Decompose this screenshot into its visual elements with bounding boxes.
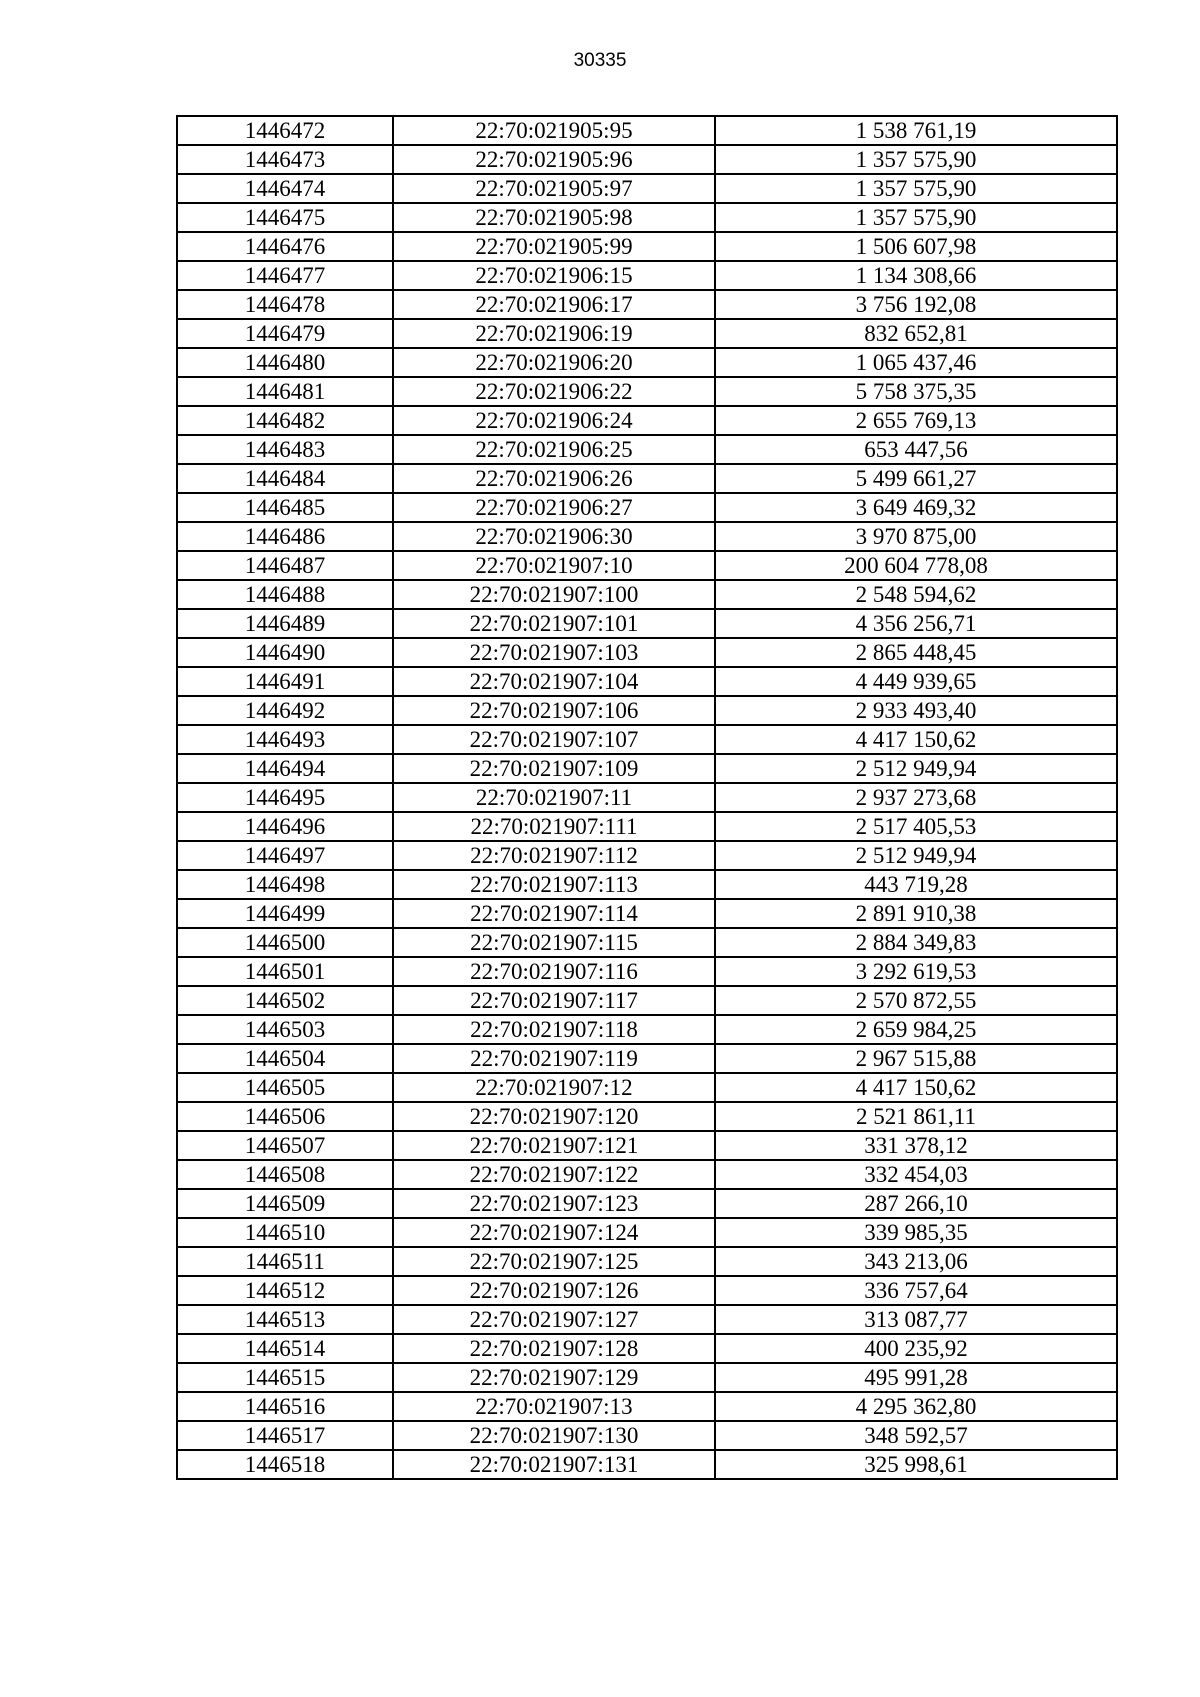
value-cell: 2 967 515,88 bbox=[715, 1044, 1117, 1073]
value-cell: 336 757,64 bbox=[715, 1276, 1117, 1305]
record-number-cell: 1446498 bbox=[177, 870, 393, 899]
cadastral-number-cell: 22:70:021907:101 bbox=[393, 609, 715, 638]
cadastral-number-cell: 22:70:021907:121 bbox=[393, 1131, 715, 1160]
value-cell: 2 570 872,55 bbox=[715, 986, 1117, 1015]
value-cell: 343 213,06 bbox=[715, 1247, 1117, 1276]
table-row bbox=[177, 261, 1117, 290]
record-number-cell: 1446512 bbox=[177, 1276, 393, 1305]
page-number: 30335 bbox=[573, 50, 627, 71]
cadastral-number-cell: 22:70:021907:116 bbox=[393, 957, 715, 986]
table-row bbox=[177, 986, 1117, 1015]
cadastral-number-cell: 22:70:021906:27 bbox=[393, 493, 715, 522]
cadastral-number-cell: 22:70:021907:118 bbox=[393, 1015, 715, 1044]
record-number-cell: 1446486 bbox=[177, 522, 393, 551]
cadastral-number-cell: 22:70:021906:20 bbox=[393, 348, 715, 377]
table-row bbox=[177, 957, 1117, 986]
record-number-cell: 1446475 bbox=[177, 203, 393, 232]
record-number-cell: 1446517 bbox=[177, 1421, 393, 1450]
cadastral-number-cell: 22:70:021907:115 bbox=[393, 928, 715, 957]
table-row bbox=[177, 203, 1117, 232]
record-number-cell: 1446494 bbox=[177, 754, 393, 783]
cadastral-number-cell: 22:70:021905:99 bbox=[393, 232, 715, 261]
value-cell: 2 517 405,53 bbox=[715, 812, 1117, 841]
cadastral-number-cell: 22:70:021907:103 bbox=[393, 638, 715, 667]
cadastral-number-cell: 22:70:021906:24 bbox=[393, 406, 715, 435]
record-number-cell: 1446487 bbox=[177, 551, 393, 580]
table-row bbox=[177, 1015, 1117, 1044]
cadastral-number-cell: 22:70:021905:96 bbox=[393, 145, 715, 174]
table-row bbox=[177, 754, 1117, 783]
record-number-cell: 1446496 bbox=[177, 812, 393, 841]
value-cell: 4 449 939,65 bbox=[715, 667, 1117, 696]
record-number-cell: 1446477 bbox=[177, 261, 393, 290]
table-row bbox=[177, 667, 1117, 696]
record-number-cell: 1446491 bbox=[177, 667, 393, 696]
value-cell: 2 512 949,94 bbox=[715, 754, 1117, 783]
table-row bbox=[177, 1334, 1117, 1363]
value-cell: 1 065 437,46 bbox=[715, 348, 1117, 377]
cadastral-number-cell: 22:70:021907:10 bbox=[393, 551, 715, 580]
table-row bbox=[177, 116, 1117, 145]
record-number-cell: 1446472 bbox=[177, 116, 393, 145]
cadastral-number-cell: 22:70:021907:119 bbox=[393, 1044, 715, 1073]
record-number-cell: 1446499 bbox=[177, 899, 393, 928]
value-cell: 4 417 150,62 bbox=[715, 725, 1117, 754]
cadastral-number-cell: 22:70:021907:122 bbox=[393, 1160, 715, 1189]
table-row bbox=[177, 1363, 1117, 1392]
table-row bbox=[177, 290, 1117, 319]
table-row bbox=[177, 1247, 1117, 1276]
record-number-cell: 1446495 bbox=[177, 783, 393, 812]
table-row bbox=[177, 609, 1117, 638]
value-cell: 2 512 949,94 bbox=[715, 841, 1117, 870]
record-number-cell: 1446502 bbox=[177, 986, 393, 1015]
record-number-cell: 1446513 bbox=[177, 1305, 393, 1334]
table-row bbox=[177, 232, 1117, 261]
record-number-cell: 1446500 bbox=[177, 928, 393, 957]
record-number-cell: 1446479 bbox=[177, 319, 393, 348]
table-row bbox=[177, 1044, 1117, 1073]
value-cell: 2 891 910,38 bbox=[715, 899, 1117, 928]
record-number-cell: 1446478 bbox=[177, 290, 393, 319]
cadastral-number-cell: 22:70:021907:123 bbox=[393, 1189, 715, 1218]
value-cell: 3 292 619,53 bbox=[715, 957, 1117, 986]
value-cell: 3 970 875,00 bbox=[715, 522, 1117, 551]
record-number-cell: 1446473 bbox=[177, 145, 393, 174]
value-cell: 1 134 308,66 bbox=[715, 261, 1117, 290]
record-number-cell: 1446508 bbox=[177, 1160, 393, 1189]
record-number-cell: 1446514 bbox=[177, 1334, 393, 1363]
table-row bbox=[177, 638, 1117, 667]
table-row bbox=[177, 696, 1117, 725]
record-number-cell: 1446503 bbox=[177, 1015, 393, 1044]
record-number-cell: 1446510 bbox=[177, 1218, 393, 1247]
record-number-cell: 1446511 bbox=[177, 1247, 393, 1276]
cadastral-number-cell: 22:70:021907:120 bbox=[393, 1102, 715, 1131]
value-cell: 1 357 575,90 bbox=[715, 203, 1117, 232]
cadastral-number-cell: 22:70:021907:12 bbox=[393, 1073, 715, 1102]
cadastral-number-cell: 22:70:021905:97 bbox=[393, 174, 715, 203]
table-row bbox=[177, 1392, 1117, 1421]
cadastral-number-cell: 22:70:021906:17 bbox=[393, 290, 715, 319]
table-row bbox=[177, 1073, 1117, 1102]
record-number-cell: 1446474 bbox=[177, 174, 393, 203]
value-cell: 5 499 661,27 bbox=[715, 464, 1117, 493]
table-row bbox=[177, 841, 1117, 870]
record-number-cell: 1446509 bbox=[177, 1189, 393, 1218]
cadastral-number-cell: 22:70:021907:131 bbox=[393, 1450, 715, 1479]
value-cell: 443 719,28 bbox=[715, 870, 1117, 899]
table-row bbox=[177, 493, 1117, 522]
record-number-cell: 1446482 bbox=[177, 406, 393, 435]
table-row bbox=[177, 870, 1117, 899]
table-row bbox=[177, 406, 1117, 435]
table-row bbox=[177, 1189, 1117, 1218]
cadastral-number-cell: 22:70:021905:95 bbox=[393, 116, 715, 145]
value-cell: 2 548 594,62 bbox=[715, 580, 1117, 609]
table-row bbox=[177, 580, 1117, 609]
table-row bbox=[177, 1276, 1117, 1305]
value-cell: 2 884 349,83 bbox=[715, 928, 1117, 957]
cadastral-number-cell: 22:70:021907:128 bbox=[393, 1334, 715, 1363]
table-row bbox=[177, 1102, 1117, 1131]
table-row bbox=[177, 522, 1117, 551]
cadastral-number-cell: 22:70:021907:124 bbox=[393, 1218, 715, 1247]
value-cell: 2 521 861,11 bbox=[715, 1102, 1117, 1131]
cadastral-number-cell: 22:70:021907:117 bbox=[393, 986, 715, 1015]
table-row bbox=[177, 725, 1117, 754]
table-row bbox=[177, 783, 1117, 812]
cadastral-number-cell: 22:70:021906:15 bbox=[393, 261, 715, 290]
value-cell: 2 937 273,68 bbox=[715, 783, 1117, 812]
cadastral-number-cell: 22:70:021907:125 bbox=[393, 1247, 715, 1276]
table-row bbox=[177, 1421, 1117, 1450]
record-number-cell: 1446489 bbox=[177, 609, 393, 638]
cadastral-number-cell: 22:70:021907:114 bbox=[393, 899, 715, 928]
cadastral-number-cell: 22:70:021906:19 bbox=[393, 319, 715, 348]
table-row bbox=[177, 464, 1117, 493]
cadastral-number-cell: 22:70:021907:127 bbox=[393, 1305, 715, 1334]
table-body bbox=[177, 116, 1117, 1479]
value-cell: 2 865 448,45 bbox=[715, 638, 1117, 667]
value-cell: 325 998,61 bbox=[715, 1450, 1117, 1479]
record-number-cell: 1446501 bbox=[177, 957, 393, 986]
record-number-cell: 1446476 bbox=[177, 232, 393, 261]
value-cell: 495 991,28 bbox=[715, 1363, 1117, 1392]
value-cell: 4 295 362,80 bbox=[715, 1392, 1117, 1421]
cadastral-number-cell: 22:70:021907:126 bbox=[393, 1276, 715, 1305]
value-cell: 287 266,10 bbox=[715, 1189, 1117, 1218]
record-number-cell: 1446505 bbox=[177, 1073, 393, 1102]
cadastral-number-cell: 22:70:021907:107 bbox=[393, 725, 715, 754]
value-cell: 2 933 493,40 bbox=[715, 696, 1117, 725]
value-cell: 1 357 575,90 bbox=[715, 145, 1117, 174]
table-row bbox=[177, 928, 1117, 957]
cadastral-number-cell: 22:70:021907:104 bbox=[393, 667, 715, 696]
value-cell: 348 592,57 bbox=[715, 1421, 1117, 1450]
table-row bbox=[177, 377, 1117, 406]
record-number-cell: 1446483 bbox=[177, 435, 393, 464]
value-cell: 4 356 256,71 bbox=[715, 609, 1117, 638]
cadastral-number-cell: 22:70:021907:11 bbox=[393, 783, 715, 812]
cadastral-number-cell: 22:70:021907:106 bbox=[393, 696, 715, 725]
cadastral-number-cell: 22:70:021907:100 bbox=[393, 580, 715, 609]
table-row bbox=[177, 1305, 1117, 1334]
value-cell: 2 655 769,13 bbox=[715, 406, 1117, 435]
value-cell: 313 087,77 bbox=[715, 1305, 1117, 1334]
table-row bbox=[177, 348, 1117, 377]
record-number-cell: 1446506 bbox=[177, 1102, 393, 1131]
value-cell: 331 378,12 bbox=[715, 1131, 1117, 1160]
cadastral-number-cell: 22:70:021907:109 bbox=[393, 754, 715, 783]
cadastral-number-cell: 22:70:021907:129 bbox=[393, 1363, 715, 1392]
value-cell: 200 604 778,08 bbox=[715, 551, 1117, 580]
record-number-cell: 1446493 bbox=[177, 725, 393, 754]
value-cell: 832 652,81 bbox=[715, 319, 1117, 348]
value-cell: 332 454,03 bbox=[715, 1160, 1117, 1189]
value-cell: 3 756 192,08 bbox=[715, 290, 1117, 319]
value-cell: 653 447,56 bbox=[715, 435, 1117, 464]
cadastral-number-cell: 22:70:021907:111 bbox=[393, 812, 715, 841]
record-number-cell: 1446488 bbox=[177, 580, 393, 609]
table-row bbox=[177, 145, 1117, 174]
table-row bbox=[177, 551, 1117, 580]
table-row bbox=[177, 1160, 1117, 1189]
table-row bbox=[177, 1131, 1117, 1160]
table-row bbox=[177, 812, 1117, 841]
record-number-cell: 1446518 bbox=[177, 1450, 393, 1479]
record-number-cell: 1446516 bbox=[177, 1392, 393, 1421]
value-cell: 5 758 375,35 bbox=[715, 377, 1117, 406]
table-row bbox=[177, 1450, 1117, 1479]
cadastral-number-cell: 22:70:021907:130 bbox=[393, 1421, 715, 1450]
record-number-cell: 1446485 bbox=[177, 493, 393, 522]
record-number-cell: 1446480 bbox=[177, 348, 393, 377]
record-number-cell: 1446490 bbox=[177, 638, 393, 667]
value-cell: 2 659 984,25 bbox=[715, 1015, 1117, 1044]
cadastral-number-cell: 22:70:021906:22 bbox=[393, 377, 715, 406]
cadastral-number-cell: 22:70:021907:112 bbox=[393, 841, 715, 870]
record-number-cell: 1446497 bbox=[177, 841, 393, 870]
value-cell: 400 235,92 bbox=[715, 1334, 1117, 1363]
cadastral-number-cell: 22:70:021906:25 bbox=[393, 435, 715, 464]
cadastral-number-cell: 22:70:021907:13 bbox=[393, 1392, 715, 1421]
value-cell: 4 417 150,62 bbox=[715, 1073, 1117, 1102]
value-cell: 1 357 575,90 bbox=[715, 174, 1117, 203]
record-number-cell: 1446492 bbox=[177, 696, 393, 725]
value-cell: 3 649 469,32 bbox=[715, 493, 1117, 522]
record-number-cell: 1446515 bbox=[177, 1363, 393, 1392]
cadastral-number-cell: 22:70:021906:30 bbox=[393, 522, 715, 551]
data-table bbox=[176, 115, 1118, 1480]
value-cell: 1 538 761,19 bbox=[715, 116, 1117, 145]
cadastral-number-cell: 22:70:021905:98 bbox=[393, 203, 715, 232]
record-number-cell: 1446481 bbox=[177, 377, 393, 406]
cadastral-number-cell: 22:70:021907:113 bbox=[393, 870, 715, 899]
record-number-cell: 1446504 bbox=[177, 1044, 393, 1073]
value-cell: 339 985,35 bbox=[715, 1218, 1117, 1247]
table-row bbox=[177, 174, 1117, 203]
value-cell: 1 506 607,98 bbox=[715, 232, 1117, 261]
record-number-cell: 1446484 bbox=[177, 464, 393, 493]
table-row bbox=[177, 899, 1117, 928]
cadastral-number-cell: 22:70:021906:26 bbox=[393, 464, 715, 493]
table-row bbox=[177, 1218, 1117, 1247]
table-row bbox=[177, 435, 1117, 464]
table-row bbox=[177, 319, 1117, 348]
record-number-cell: 1446507 bbox=[177, 1131, 393, 1160]
